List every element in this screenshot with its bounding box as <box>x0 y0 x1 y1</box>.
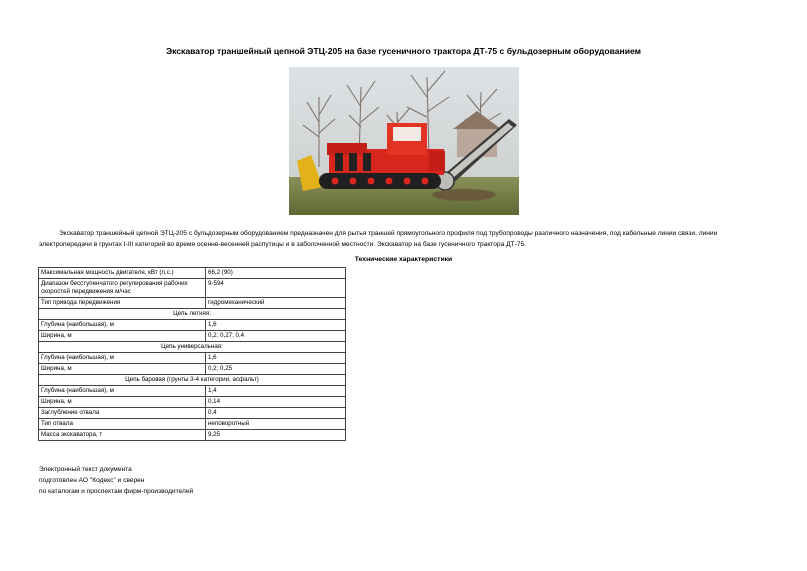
table-section-row <box>39 375 346 386</box>
document-footer <box>39 464 193 497</box>
spec-label: Заглубление отвала <box>39 408 206 419</box>
table-row <box>39 279 346 298</box>
spec-label: Ширина, м <box>39 331 206 342</box>
document-title: Экскаватор траншейный цепной ЭТЦ-205 на базе гусеничного трактора ДТ-75 с бульдозерным оборудованием <box>165 46 642 56</box>
spec-value: неповоротный <box>206 419 346 430</box>
table-row <box>39 397 346 408</box>
table-row <box>39 430 346 441</box>
specs-heading: Технические характеристики <box>354 256 453 263</box>
table-row <box>39 364 346 375</box>
table-row <box>39 320 346 331</box>
spoil-pile <box>432 189 496 201</box>
spec-value: 1,6 <box>206 353 346 364</box>
footer-line: Электронный текст документа <box>39 466 132 473</box>
table-row <box>39 331 346 342</box>
spec-label: Максимальная мощность двигателя, кВт (л.с.) <box>39 268 206 279</box>
footer-line: по каталогам и проспектам фирм-производителей <box>39 488 194 495</box>
spec-value: 0,2; 0,27; 0,4 <box>206 331 346 342</box>
spec-label: Диапазон бесступенчатого регулирования рабочих скоростей передвижения м/час <box>39 279 206 298</box>
table-row <box>39 298 346 309</box>
table-row <box>39 353 346 364</box>
spec-value: 1,4 <box>206 386 346 397</box>
table-row <box>39 419 346 430</box>
table-row <box>39 408 346 419</box>
table-row <box>39 268 346 279</box>
spec-label: Тип отвала <box>39 419 206 430</box>
spec-section-title: Цепь баровая (грунты 3-4 категории, асфальт) <box>39 375 346 386</box>
spec-label: Ширина, м <box>39 364 206 375</box>
excavator-photo <box>289 67 519 215</box>
footer-line: подготовлен АО "Кодекс" и сверен <box>39 477 145 484</box>
spec-label: Глубина (наибольшая), м <box>39 386 206 397</box>
spec-value: 1,6 <box>206 320 346 331</box>
spec-value: 0,14 <box>206 397 346 408</box>
table-section-row <box>39 342 346 353</box>
spec-value: гидромеханический <box>206 298 346 309</box>
spec-section-title: Цепь летняя: <box>39 309 346 320</box>
spec-label: Глубина (наибольшая), м <box>39 353 206 364</box>
spec-section-title: Цепь универсальная: <box>39 342 346 353</box>
specs-table <box>38 267 346 441</box>
spec-label: Масса экскаватора, т <box>39 430 206 441</box>
table-section-row <box>39 309 346 320</box>
spec-label: Глубина (наибольшая), м <box>39 320 206 331</box>
spec-value: 66,2 (90) <box>206 268 346 279</box>
spec-value: 0,4 <box>206 408 346 419</box>
spec-value: 9-594 <box>206 279 346 298</box>
spec-label: Ширина, м <box>39 397 206 408</box>
intro-paragraph: Экскаватор траншейный цепной ЭТЦ-205 с бульдозерным оборудованием предназначен для рытья траншей прямоугольного профиля под трубопроводы различного назначения, под кабельные линии связи, линии электропередачи в грунтах I-III категорий во время осенне-весенней распутицы и в заболоченной местности. Экскаватор на базе гусеничного трактора ДТ-75. <box>39 230 718 248</box>
spec-value: 0,2; 0,25 <box>206 364 346 375</box>
table-row <box>39 386 346 397</box>
spec-label: Тип привода передвижения <box>39 298 206 309</box>
spec-value: 9,25 <box>206 430 346 441</box>
